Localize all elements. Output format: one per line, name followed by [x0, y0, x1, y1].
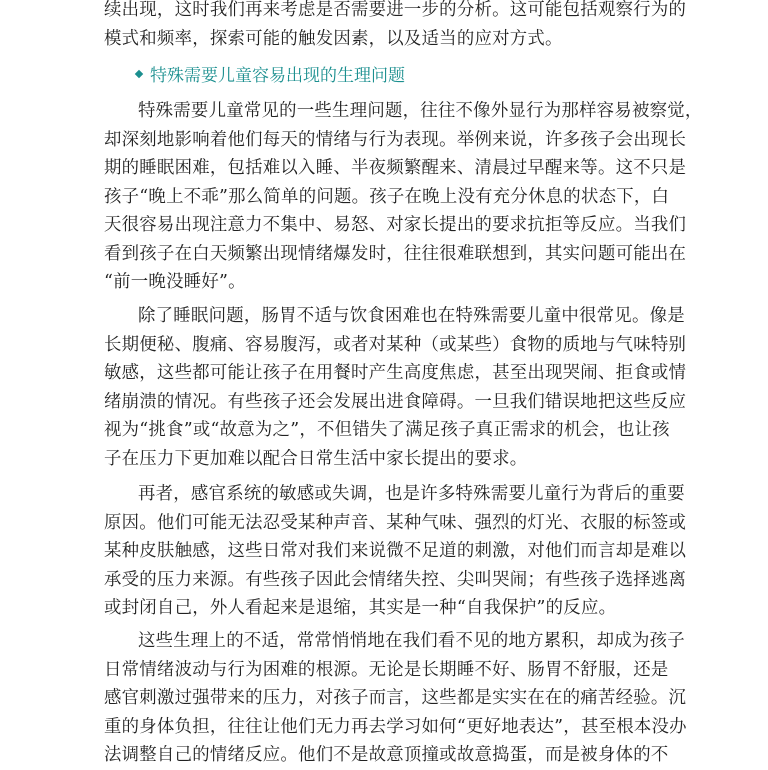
text-line: 重的身体负担，往往让他们无力再去学习如何“更好地表达”，甚至根本没办 — [104, 716, 687, 737]
text-line: 天很容易出现注意力不集中、易怒、对家长提出的要求抗拒等反应。当我们 — [104, 215, 687, 235]
text-line: 期的睡眠困难，包括难以入睡、半夜频繁醒来、清晨过早醒来等。这不只是 — [104, 158, 687, 178]
text-line: 续出现，这时我们再来考虑是否需要进一步的分析。这可能包括观察行为的 — [104, 0, 687, 20]
text-line: “前一晚没睡好”。 — [104, 272, 246, 292]
diamond-bullet-icon — [135, 70, 143, 78]
text-line: 视为“挑食”或“故意为之”，不但错失了满足孩子真正需求的机会，也让孩 — [104, 420, 670, 440]
text-line: 模式和频率，探索可能的触发因素，以及适当的应对方式。 — [104, 28, 563, 49]
text-line: 子在压力下更加难以配合日常生活中家长提出的要求。 — [104, 448, 528, 469]
text-line: 感官刺激过强带来的压力，对孩子而言，这些都是实实在在的痛苦经验。沉 — [104, 688, 687, 708]
section-heading — [136, 64, 405, 88]
section-heading-text: 特殊需要儿童容易出现的生理问题 — [150, 66, 405, 86]
text-line: 孩子“晚上不乖”那么简单的问题。孩子在晚上没有充分休息的状态下，白 — [104, 186, 670, 207]
text-line: 这些生理上的不适，常常悄悄地在我们看不见的地方累积，却成为孩子 — [138, 631, 685, 651]
text-line: 某种皮肤触感，这些日常对我们来说微不足道的刺激，对他们而言却是难以 — [104, 541, 687, 561]
text-line: 原因。他们可能无法忍受某种声音、某种气味、强烈的灯光、衣服的标签或 — [104, 512, 687, 533]
text-line: 日常情绪波动与行为困难的根源。无论是长期睡不好、肠胃不舒服，还是 — [104, 659, 669, 680]
paragraph-sensory — [104, 480, 687, 623]
text-line: 长期便秘、腹痛、容易腹泻，或者对某种（或某些）食物的质地与气味特别 — [104, 334, 687, 355]
text-line: 敏感，这些都可能让孩子在用餐时产生高度焦虑，甚至出现哭闹、拒食或情 — [104, 363, 687, 383]
text-line: 法调整自己的情绪反应。他们不是故意顶撞或故意捣蛋，而是被身体的不 — [104, 745, 669, 765]
paragraph-sleep — [104, 97, 703, 297]
text-line: 特殊需要儿童常见的一些生理问题，往往不像外显行为那样容易被察觉， — [138, 101, 703, 121]
text-line: 或封闭自己，外人看起来是退缩，其实是一种“自我保护”的反应。 — [104, 598, 617, 618]
paragraph-digestion — [104, 302, 687, 473]
text-line: 承受的压力来源。有些孩子因此会情绪失控、尖叫哭闹；有些孩子选择逃离 — [104, 569, 687, 590]
text-line: 除了睡眠问题，肠胃不适与饮食困难也在特殊需要儿童中很常见。像是 — [138, 306, 685, 326]
text-line: 却深刻地影响着他们每天的情绪与行为表现。举例来说，许多孩子会出现长 — [104, 129, 687, 150]
paragraph-summary — [104, 627, 687, 770]
text-line: 再者，感官系统的敏感或失调，也是许多特殊需要儿童行为背后的重要 — [138, 484, 685, 504]
text-line: 绪崩溃的情况。有些孩子还会发展出进食障碍。一旦我们错误地把这些反应 — [104, 391, 687, 412]
text-line: 看到孩子在白天频繁出现情绪爆发时，往往很难联想到，其实问题可能出在 — [104, 243, 687, 264]
intro-paragraph — [104, 0, 687, 53]
